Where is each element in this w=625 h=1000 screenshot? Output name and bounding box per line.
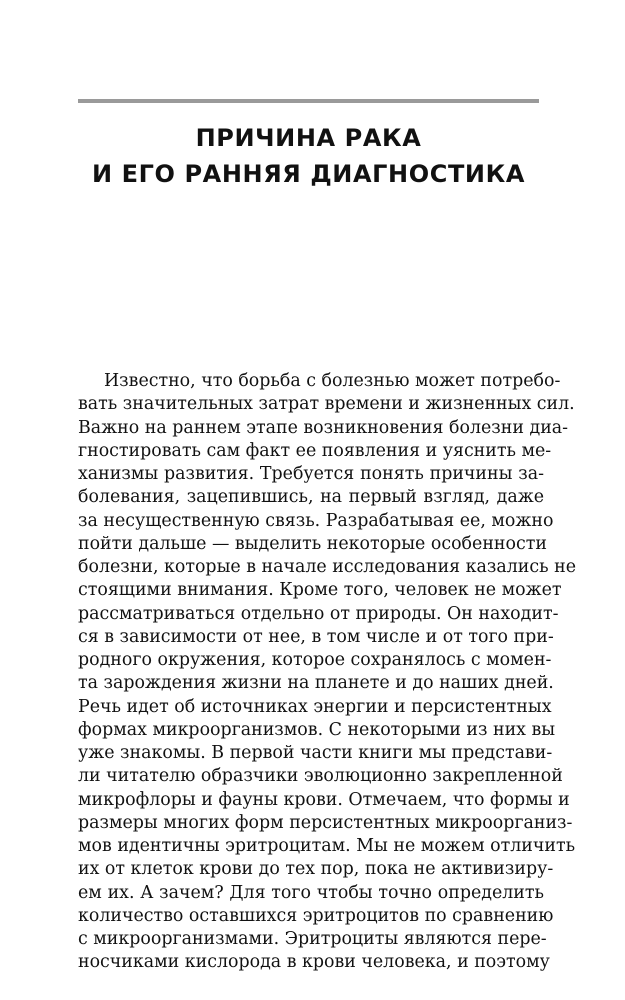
- text-line: их от клеток крови до тех пор, пока не активизиру-: [78, 859, 554, 880]
- text-line: ся в зависимости от нее, в том числе и от того при-: [78, 626, 554, 647]
- body-paragraph: [78, 370, 577, 975]
- text-line: стоящими внимания. Кроме того, человек не может: [78, 580, 562, 601]
- text-line: носчиками кислорода в крови человека, и поэтому: [78, 952, 550, 973]
- text-line: Известно, что борьба с болезнью может потребо-: [104, 371, 561, 391]
- text-line: болевания, зацепившись, на первый взгляд, даже: [78, 487, 544, 508]
- text-line: та зарождения жизни на планете и до наших дней.: [78, 673, 554, 694]
- text-line: родного окружения, которое сохранялось с момен-: [78, 650, 552, 670]
- text-line: болезни, которые в начале исследования казались не: [78, 557, 577, 577]
- text-line: ем их. А зачем? Для того чтобы точно определить: [78, 882, 544, 903]
- chapter-title-line-1: ПРИЧИНА РАКА: [195, 124, 422, 152]
- header-rule: [78, 99, 539, 103]
- text-line: количество оставшихся эритроцитов по сравнению: [78, 905, 554, 926]
- text-line: микрофлоры и фауны крови. Отмечаем, что формы и: [78, 789, 570, 810]
- text-line: пойти дальше — выделить некоторые особенности: [78, 533, 547, 554]
- text-line: уже знакомы. В первой части книги мы представи-: [78, 743, 553, 763]
- text-line: рассматриваться отдельно от природы. Он находит-: [78, 603, 559, 624]
- text-line: размеры многих форм персистентных микроорганиз-: [78, 812, 573, 833]
- text-line: Речь идет об источниках энергии и персистентных: [78, 696, 552, 717]
- text-line: вать значительных затрат времени и жизненных сил.: [78, 394, 575, 415]
- text-line: мов идентичны эритроцитам. Мы не можем отличить: [78, 836, 576, 856]
- chapter-title: [78, 120, 539, 192]
- text-line: формах микроорганизмов. С некоторыми из них вы: [78, 719, 556, 740]
- text-line: с микроорганизмами. Эритроциты являются пере-: [78, 929, 547, 949]
- text-line: ли читателю образчики эволюционно закрепленной: [78, 766, 563, 787]
- text-line: Важно на раннем этапе возникновения болезни диа-: [78, 417, 569, 438]
- chapter-title-line-2: И ЕГО РАННЯЯ ДИАГНОСТИКА: [91, 160, 526, 188]
- text-line: за несущественную связь. Разрабатывая ее, можно: [78, 510, 554, 531]
- text-line: гностировать сам факт ее появления и уяснить ме-: [78, 440, 552, 461]
- text-line: ханизмы развития. Требуется понять причины за-: [78, 464, 544, 484]
